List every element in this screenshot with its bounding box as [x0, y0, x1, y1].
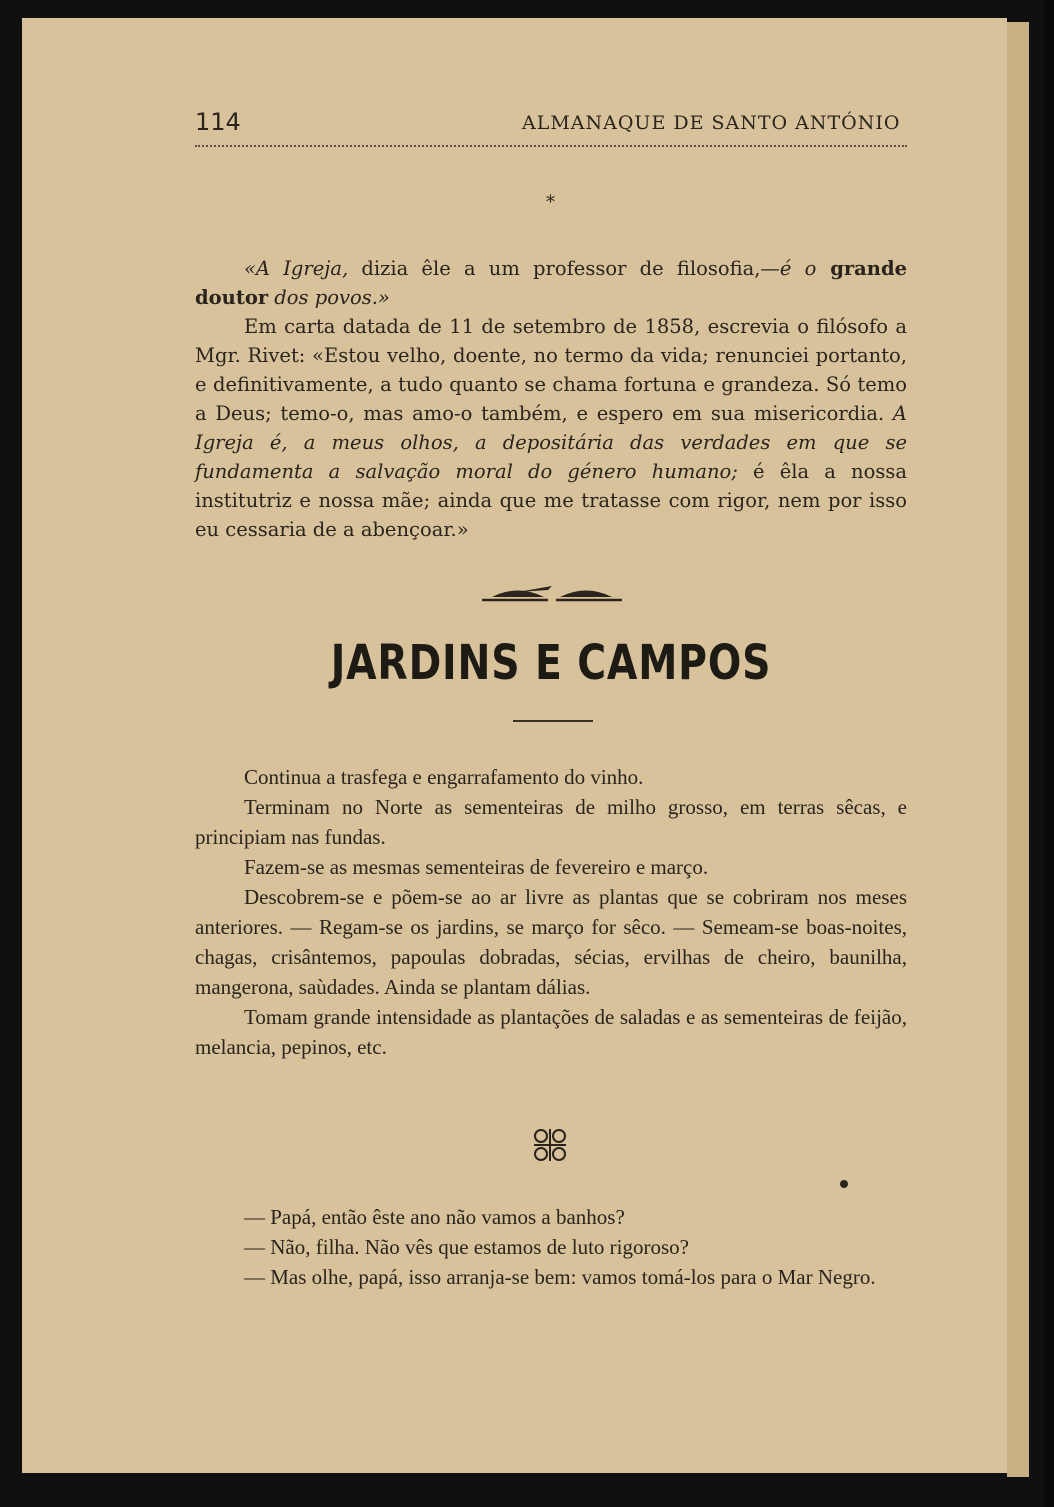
quote-section [195, 254, 907, 544]
quote-open: «A Igreja, [244, 257, 349, 280]
section-title: JARDINS E CAMPOS [330, 635, 772, 691]
ink-dot [840, 1180, 848, 1188]
quote-text: dizia êle a um professor de filosofia,— [348, 257, 780, 280]
quote-close: dos povos.» [268, 286, 390, 309]
page-edge [1007, 22, 1029, 1477]
section-paragraph: Terminam no Norte as sementeiras de milho grosso, em terras sêcas, e principiam nas fundas. [195, 795, 907, 849]
letter-italic: A Igreja é, a meus olhos, a depositária das verdades em que se fundamenta a salvação moral do género humano; [195, 402, 908, 483]
dialogue [195, 1202, 907, 1292]
section-paragraph: Tomam grande intensidade as plantações de saladas e as sementeiras de feijão, melancia, pepinos, etc. [195, 1005, 907, 1059]
section-body [195, 762, 907, 1062]
letter-text-1: Em carta datada de 11 de setembro de 1858, escrevia o filósofo a Mgr. Rivet: «Estou velho, doente, no termo da vida; renunciei portanto, e definitivamente, a tudo quanto se chama fortuna e grandeza. Só temo a Deus; temo-o, mas amo-o também, e espero em sua misericordia. [195, 315, 907, 425]
dialogue-line: — Papá, então êste ano não vamos a banhos? [244, 1205, 625, 1229]
dialogue-line: — Não, filha. Não vês que estamos de luto rigoroso? [244, 1235, 689, 1259]
header-dotted-rule [195, 145, 907, 147]
quote-emph: é o [779, 257, 817, 280]
letter-text-2: é êla a nossa institutriz e nossa mãe; ainda que me tratasse com rigor, nem por isso eu cessaria de a abençoar.» [195, 460, 907, 541]
letter-paragraph [195, 312, 907, 544]
ornament-divider [478, 580, 626, 608]
title-underline [513, 720, 593, 722]
asterisk-separator: * [546, 192, 555, 213]
section-paragraph: Fazem-se as mesmas sementeiras de fevereiro e março. [244, 855, 709, 879]
quote-bold: grande doutor [195, 257, 907, 309]
quote-paragraph-1 [195, 254, 907, 312]
running-title: ALMANAQUE DE SANTO ANTÓNIO [522, 112, 901, 134]
fleuron-ornament [530, 1125, 570, 1169]
page-number: 114 [195, 108, 241, 136]
section-paragraph: Continua a trasfega e engarrafamento do vinho. [244, 765, 644, 789]
section-paragraph: Descobrem-se e põem-se ao ar livre as plantas que se cobriram nos meses anteriores. — Regam-se os jardins, se março for sêco. — Semeam-se boas-noites, chagas, crisântemos, papoulas dobradas, sécias, ervilhas de cheiro, baunilha, mangerona, saùdades. Ainda se plantam dálias. [195, 885, 907, 999]
scan-border [1044, 0, 1054, 1507]
dialogue-line: — Mas olhe, papá, isso arranja-se bem: vamos tomá-los para o Mar Negro. [244, 1265, 876, 1289]
